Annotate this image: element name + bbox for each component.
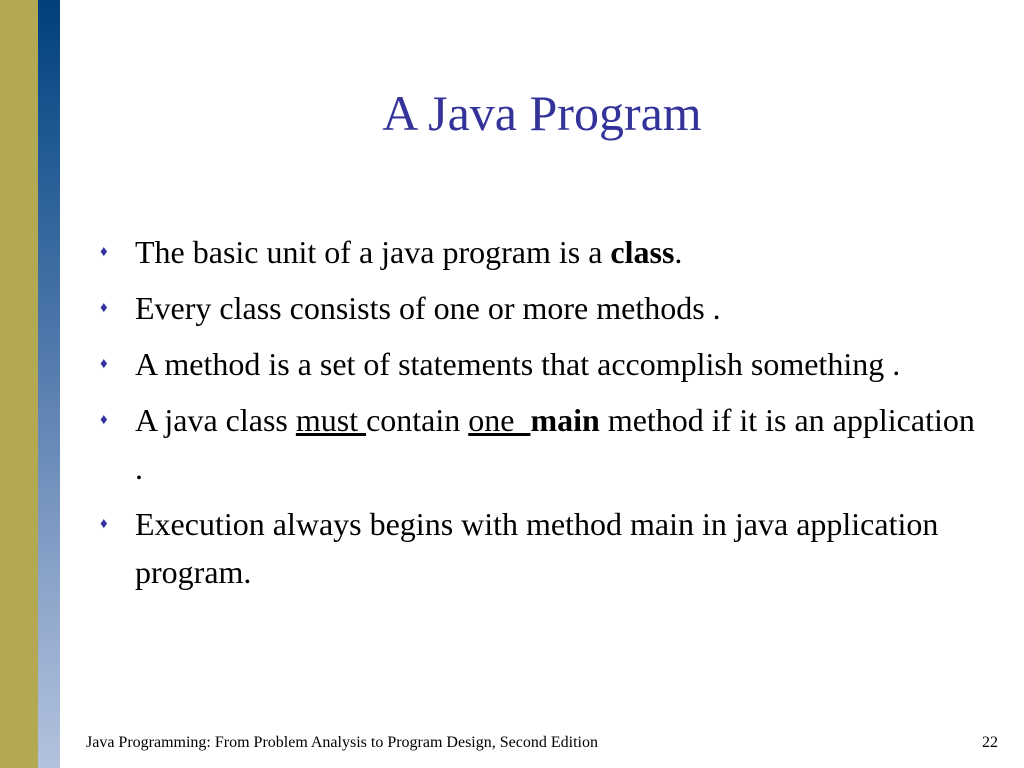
bullet-text: contain (366, 402, 469, 438)
diamond-bullet-icon: ♦ (100, 516, 108, 532)
bullet-text: . (674, 234, 683, 270)
bullet-text: Every class consists of one or more methods . (135, 290, 721, 326)
bullet-item (100, 340, 980, 388)
bold-keyword-class: class (610, 234, 675, 270)
bullet-item (100, 396, 980, 492)
bullet-text: A java class (135, 402, 296, 438)
bullet-text: method if it is an application . (135, 402, 975, 486)
bullet-item (100, 228, 980, 276)
left-blue-gradient-stripe (38, 0, 60, 768)
page-number: 22 (982, 734, 998, 751)
bullet-list (100, 228, 980, 604)
slide-title: A Java Program (382, 85, 702, 141)
bullet-text: A method is a set of statements that accomplish something . (135, 346, 901, 382)
underlined-word-one: one (468, 402, 531, 438)
diamond-bullet-icon: ♦ (100, 412, 108, 428)
diamond-bullet-icon: ♦ (100, 356, 108, 372)
underlined-word-must: must (295, 402, 367, 438)
bullet-item (100, 500, 980, 596)
footer-text: Java Programming: From Problem Analysis to Program Design, Second Edition (86, 734, 598, 751)
bullet-text: Execution always begins with method main in java application program. (135, 506, 939, 590)
bold-keyword-main: main (530, 402, 600, 438)
diamond-bullet-icon: ♦ (100, 244, 108, 260)
bullet-item (100, 284, 980, 332)
diamond-bullet-icon: ♦ (100, 300, 108, 316)
left-olive-stripe (0, 0, 38, 768)
bullet-text: The basic unit of a java program is a (135, 234, 611, 270)
